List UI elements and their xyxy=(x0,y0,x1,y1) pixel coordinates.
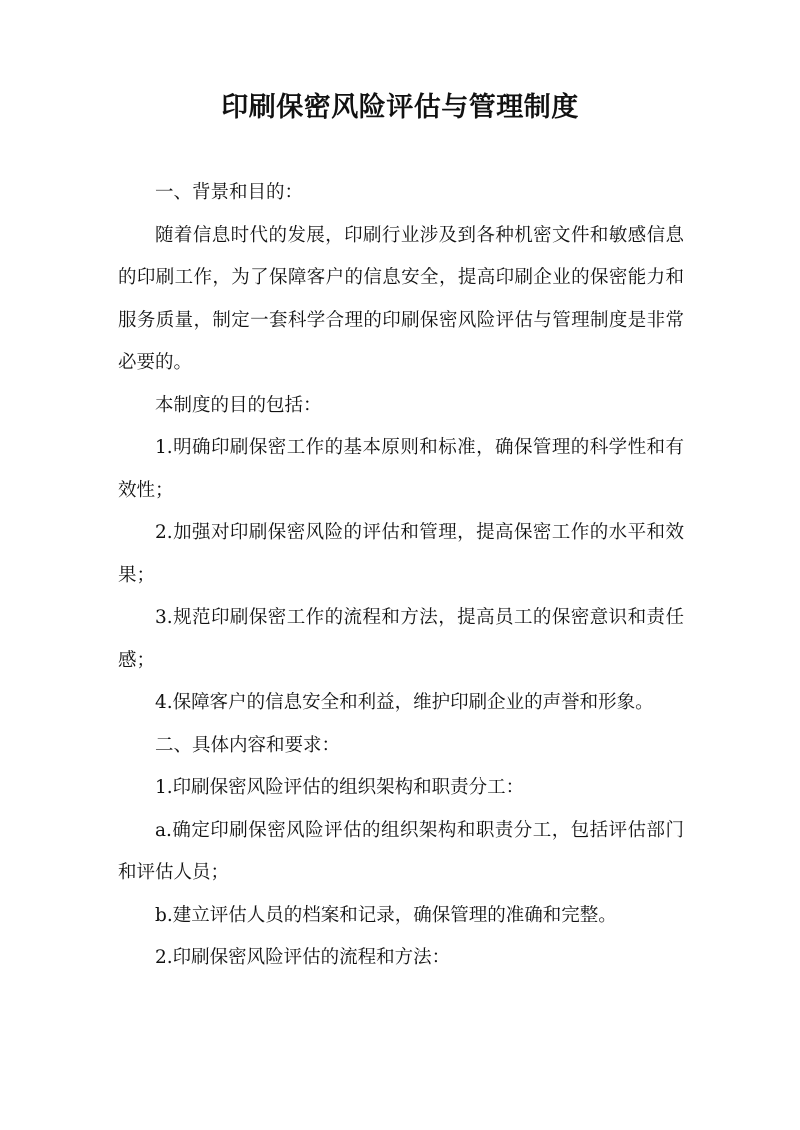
requirement-subitem-b: b.建立评估人员的档案和记录，确保管理的准确和完整。 xyxy=(155,904,617,926)
purpose-item-4: 4.保障客户的信息安全和利益，维护印刷企业的声誉和形象。 xyxy=(155,692,654,713)
document-body xyxy=(118,172,684,980)
purpose-item-1: 1.明确印刷保密工作的基本原则和标准，确保管理的科学性和有效性； xyxy=(118,437,684,501)
section-heading-background: 一、背景和目的： xyxy=(155,182,304,203)
requirement-item-2: 2.印刷保密风险评估的流程和方法： xyxy=(155,947,451,968)
purpose-item-2: 2.加强对印刷保密风险的评估和管理，提高保密工作的水平和效果； xyxy=(118,522,684,586)
requirement-item-1: 1.印刷保密风险评估的组织架构和职责分工： xyxy=(155,777,525,798)
paragraph-purpose-intro: 本制度的目的包括： xyxy=(155,394,322,416)
purpose-item-3: 3.规范印刷保密工作的流程和方法，提高员工的保密意识和责任感； xyxy=(118,607,684,671)
document-title: 印刷保密风险评估与管理制度 xyxy=(221,92,579,123)
paragraph-background: 随着信息时代的发展，印刷行业涉及到各种机密文件和敏感信息的印刷工作，为了保障客户的信息安全，提高印刷企业的保密能力和服务质量，制定一套科学合理的印刷保密风险评估与管理制度是非常必要的。 xyxy=(118,224,684,373)
section-heading-requirements: 二、具体内容和要求： xyxy=(155,734,341,756)
requirement-subitem-a: a.确定印刷保密风险评估的组织架构和职责分工，包括评估部门和评估人员； xyxy=(118,819,684,883)
